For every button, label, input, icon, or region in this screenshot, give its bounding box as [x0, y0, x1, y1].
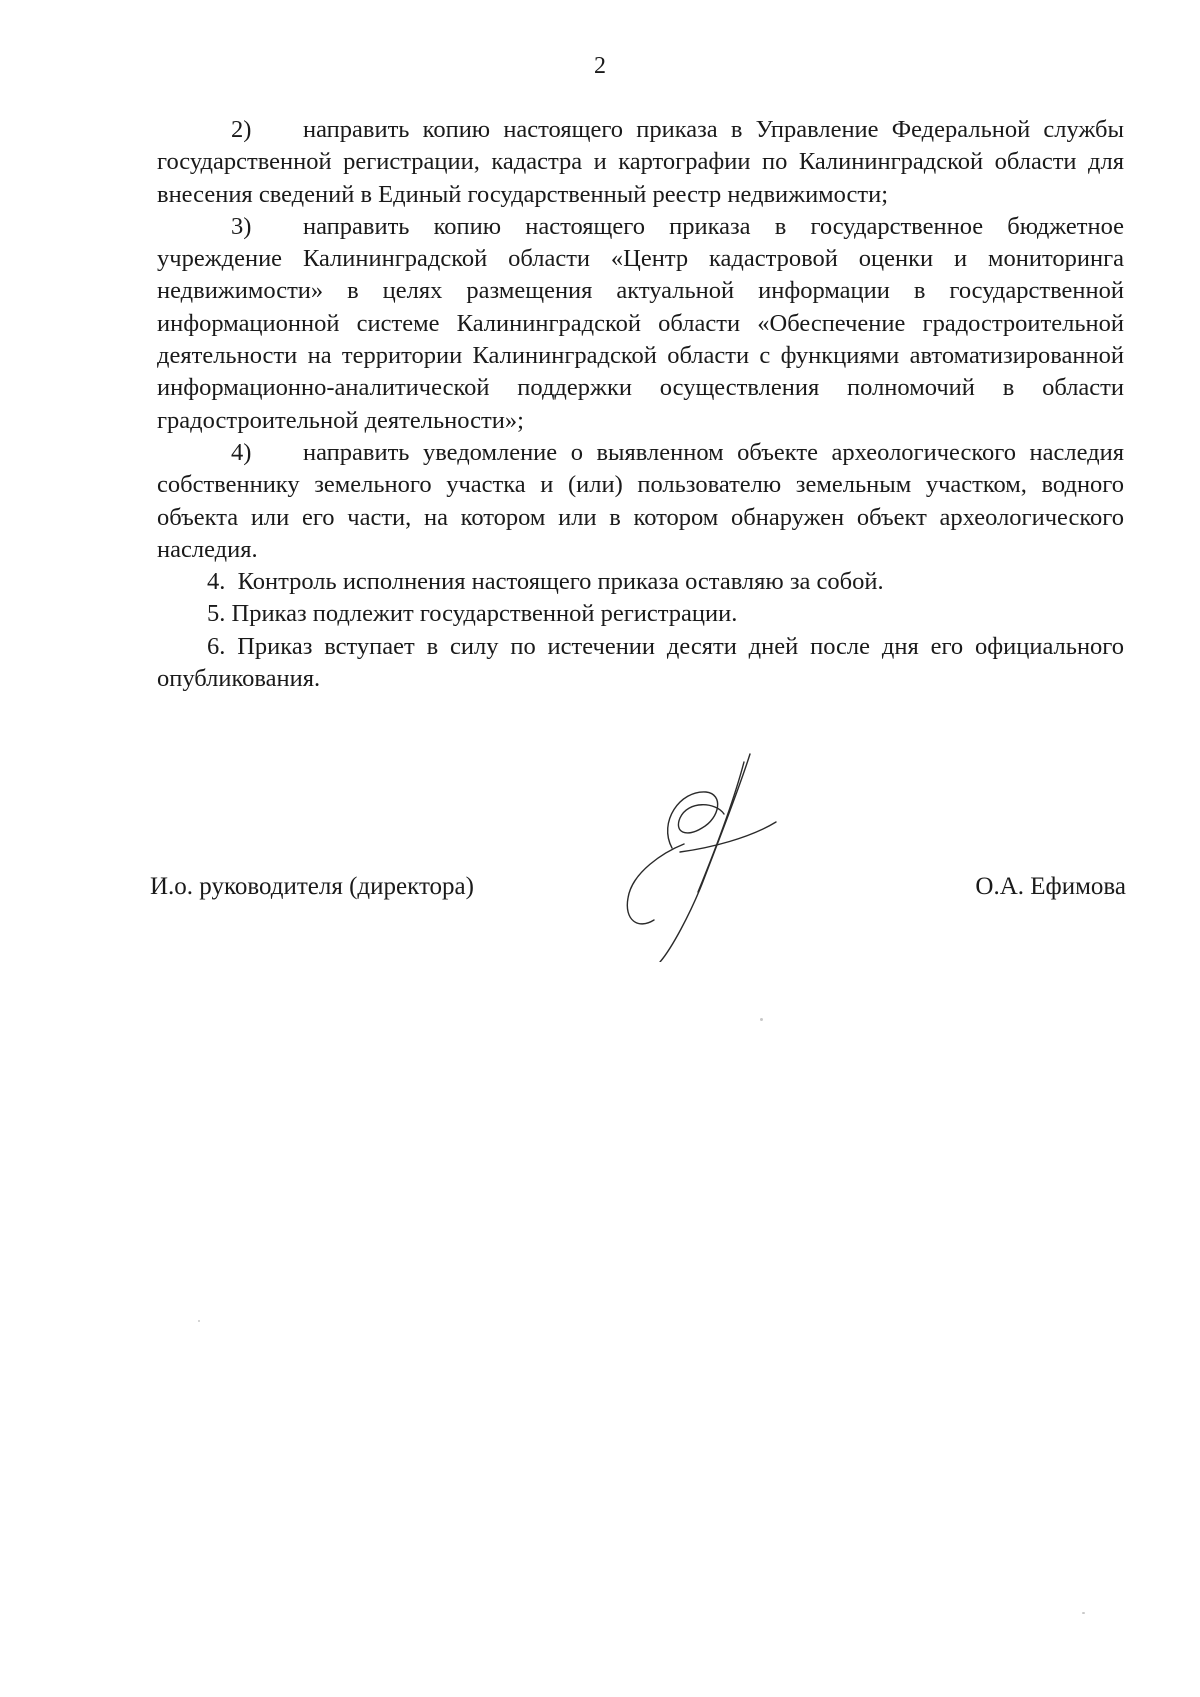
item-text: Контроль исполнения настоящего приказа оставляю за собой.: [237, 568, 884, 596]
signature-stroke-cross: [680, 822, 776, 852]
item-number: 4.: [207, 568, 226, 596]
item-5: [157, 598, 1124, 630]
signature-stroke-hook: [627, 844, 684, 924]
signature-stroke-loop: [668, 792, 724, 848]
clause-4: [157, 437, 1124, 566]
item-number: 6.: [207, 632, 226, 660]
scan-speck: [198, 1320, 200, 1322]
clause-text: направить копию настоящего приказа в государственное бюджетное учреждение Калининградской области «Центр кадастровой оценки и мониторинга недвижимости» в целях размещения актуальной информации в государственной информационной системе Калининградской области «Обеспечение градостроительной деятельности на территории Калининградской области с функциями автоматизированной информационно-аналитической поддержки осуществления полномочий в области градостроительной деятельности»;: [157, 212, 1124, 434]
clause-number: 4): [231, 438, 252, 466]
signer-title: И.о. руководителя (директора): [150, 873, 474, 900]
clause-text: направить уведомление о выявленном объекте археологического наследия собственнику земельного участка и (или) пользователю земельным участком, водного объекта или его части, на котором или в котором обнаружен объект археологического наследия.: [157, 438, 1124, 563]
clause-number: 3): [231, 212, 252, 240]
scan-speck: [760, 1018, 763, 1021]
signer-name: О.А. Ефимова: [975, 873, 1126, 900]
handwritten-signature: [620, 752, 800, 962]
clause-number: 2): [231, 116, 252, 143]
item-4: [157, 566, 1124, 598]
clause-text: направить копию настоящего приказа в Управление Федеральной службы государственной регистрации, кадастра и картографии по Калининградской области для внесения сведений в Единый государственный реестр недвижимости;: [157, 116, 1124, 208]
item-text: Приказ подлежит государственной регистрации.: [231, 600, 738, 628]
clause-2: [157, 114, 1124, 211]
clause-3: [157, 211, 1124, 437]
item-6: [157, 631, 1124, 696]
scan-speck: [1082, 1612, 1085, 1614]
signature-stroke-main: [660, 754, 750, 962]
item-number: 5.: [207, 600, 226, 628]
item-text: Приказ вступает в силу по истечении десяти дней после дня его официального опубликования.: [157, 632, 1125, 693]
page-number: 2: [594, 53, 606, 79]
order-body: [157, 114, 1124, 695]
